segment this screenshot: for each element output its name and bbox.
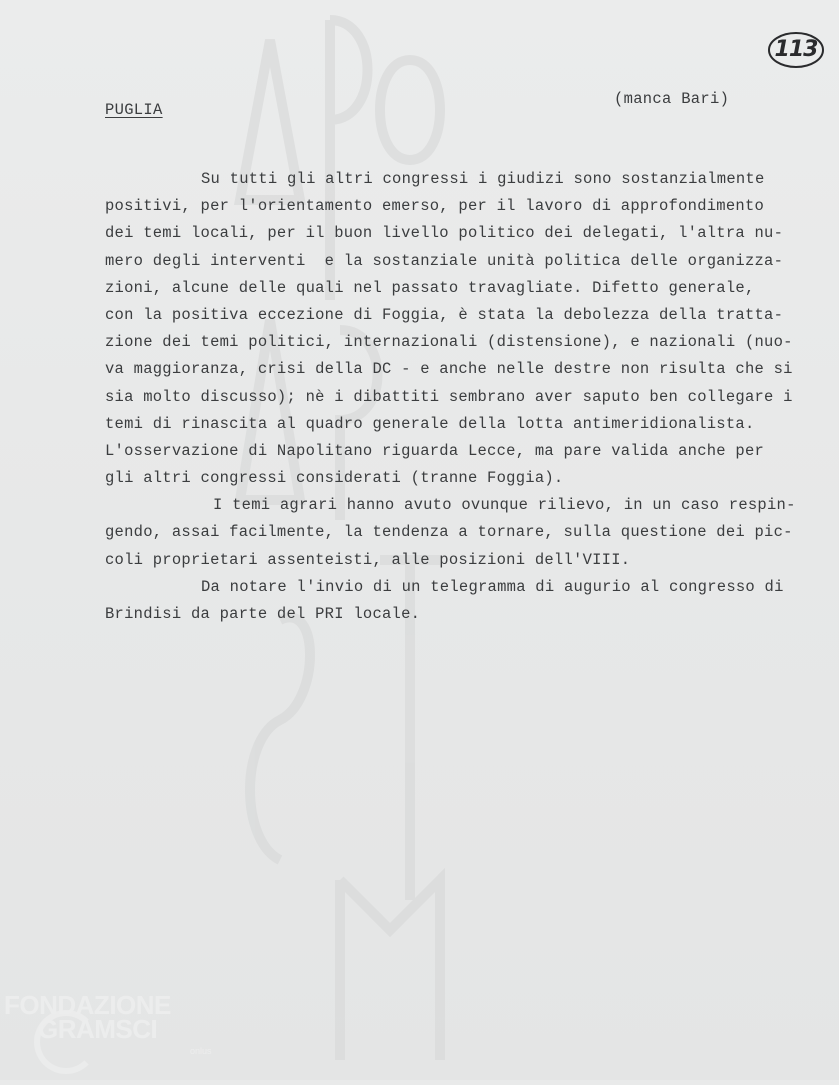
text-line: sia molto discusso); nè i dibattiti sembrano aver saputo ben collegare i — [105, 387, 793, 406]
text-line: coli proprietari assenteisti, alle posizioni dell'VIII. — [105, 550, 631, 569]
text-line: Brindisi da parte del PRI locale. — [105, 605, 421, 623]
text-line: I temi agrari hanno avuto ovunque rilievo, in un caso respin- — [213, 496, 796, 515]
text-line: Su tutti gli altri congressi i giudizi sono sostanzialmente — [201, 170, 765, 188]
watermark-line3: onlus — [190, 1046, 212, 1056]
text-line: gli altri congressi considerati (tranne Foggia). — [105, 469, 564, 488]
watermark-line2: GRAMSCI — [38, 1014, 158, 1044]
text-line: L'osservazione di Napolitano riguarda Lecce, ma pare valida anche per — [105, 441, 765, 460]
text-line: positivi, per l'orientamento emerso, per il lavoro di approfondimento — [105, 197, 765, 216]
page-number: 113 — [774, 37, 818, 62]
text-line: zioni, alcune delle quali nel passato travagliate. Difetto generale, — [105, 278, 755, 297]
watermark-line1: FONDAZIONE — [4, 990, 171, 1020]
text-line: temi di rinascita al quadro generale della lotta antimeridionalista. — [105, 414, 755, 433]
text-line: gendo, assai facilmente, la tendenza a tornare, sulla questione dei pic- — [105, 523, 793, 542]
text-line: va maggioranza, crisi della DC - e anche nelle destre non risulta che si — [105, 360, 793, 379]
text-line: dei temi locali, per il buon livello politico dei delegati, l'altra nu- — [105, 224, 784, 243]
text-line: zione dei temi politici, internazionali (distensione), e nazionali (nuo- — [105, 333, 793, 352]
body-text — [105, 166, 825, 628]
region-heading: PUGLIA — [105, 101, 163, 119]
margin-note: (manca Bari) — [614, 90, 730, 108]
text-line: Da notare l'invio di un telegramma di augurio al congresso di — [201, 577, 784, 596]
text-line: mero degli interventi e la sostanziale unità politica delle organizza- — [105, 251, 784, 270]
fondazione-gramsci-watermark — [4, 990, 224, 1075]
text-line: con la positiva eccezione di Foggia, è stata la debolezza della tratta- — [105, 305, 784, 324]
page-number-stamp — [767, 30, 825, 70]
